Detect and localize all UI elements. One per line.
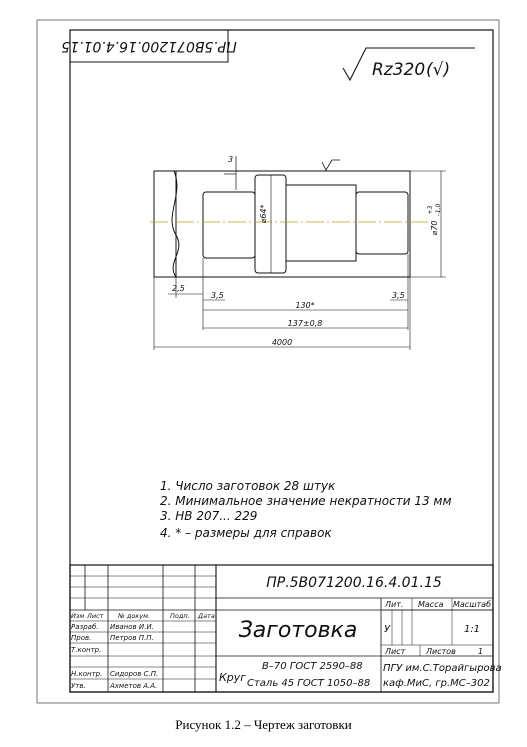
sheet-label: Лист [385, 647, 406, 656]
dim-right-step: 3,5 [392, 291, 405, 300]
doc-name: Заготовка [238, 618, 358, 643]
dim-tol-upper: +3 [427, 205, 434, 215]
roughness-symbol [343, 48, 475, 80]
name-approved: Ахметов А.А. [110, 682, 158, 690]
col-header-sign: Подп. [170, 612, 190, 620]
sheets-label: Листов [426, 647, 456, 656]
lit-label: Лит. [385, 600, 404, 609]
name-developed: Иванов И.И. [110, 623, 154, 631]
right-shaft-a [286, 185, 356, 261]
header-code-box [61, 30, 237, 62]
dim-tol-lower: –1,0 [435, 203, 442, 217]
technical-notes [160, 479, 452, 540]
break-line [172, 171, 179, 277]
role-developed: Разраб. [71, 623, 99, 631]
roughness-suffix: (√) [426, 60, 451, 80]
dim-left-stub: 2,5 [172, 284, 185, 293]
dim-body-length: 137±0,8 [287, 319, 323, 328]
dim-inner-length: 130* [295, 301, 315, 310]
left-shoulder [203, 192, 255, 258]
dim-diameter-center: ⌀64* [259, 204, 268, 224]
roughness-value: Rz320 [372, 60, 426, 80]
figure-caption: Рисунок 1.2 – Чертеж заготовки [175, 717, 352, 732]
right-shaft-b [356, 192, 408, 254]
note-4: 4. * – размеры для справок [160, 526, 332, 540]
name-checked: Петров П.П. [110, 634, 154, 642]
material-line-2: Сталь 45 ГОСТ 1050–88 [247, 678, 371, 689]
col-header-date: Дата [198, 612, 215, 620]
title-block-text [71, 575, 502, 690]
header-code-text: ПР.5В071200.16.4.01.15 [61, 38, 237, 54]
col-header-list: Лист [87, 612, 104, 620]
scale-label: Масштаб [453, 600, 492, 609]
role-checked: Пров. [71, 634, 92, 642]
role-tcontrol: Т.контр. [71, 646, 102, 654]
col-header-izm: Изм [71, 612, 85, 620]
note-1: 1. Число заготовок 28 штук [160, 479, 336, 493]
material-line-1: В–70 ГОСТ 2590–88 [262, 661, 363, 672]
dim-left-step: 3,5 [211, 291, 224, 300]
note-2: 2. Минимальное значение некратности 13 мм [160, 494, 452, 508]
dim-total-length: 4000 [271, 338, 293, 347]
col-header-doc: № докум. [118, 612, 151, 620]
scale-value: 1:1 [463, 624, 481, 635]
name-ncontrol: Сидоров С.П. [110, 670, 159, 678]
role-approved: Утв. [71, 682, 86, 690]
org-line-1: ПГУ им.С.Торайгырова [383, 663, 502, 674]
material-prefix: Круг [219, 671, 247, 684]
mass-label: Масса [418, 600, 444, 609]
org-line-2: каф.МиС, гр.МС–302 [383, 678, 490, 689]
dim-diameter-right: ⌀70 [430, 220, 439, 236]
note-3: 3. НВ 207... 229 [160, 509, 258, 523]
dimension-labels [172, 155, 442, 347]
role-ncontrol: Н.контр. [71, 670, 103, 678]
doc-code: ПР.5В071200.16.4.01.15 [266, 575, 442, 591]
drawing-frame [70, 30, 493, 692]
sheets-value: 1 [478, 647, 484, 656]
dim-chamfer: 3 [228, 155, 234, 164]
lit-value: У [383, 624, 391, 635]
